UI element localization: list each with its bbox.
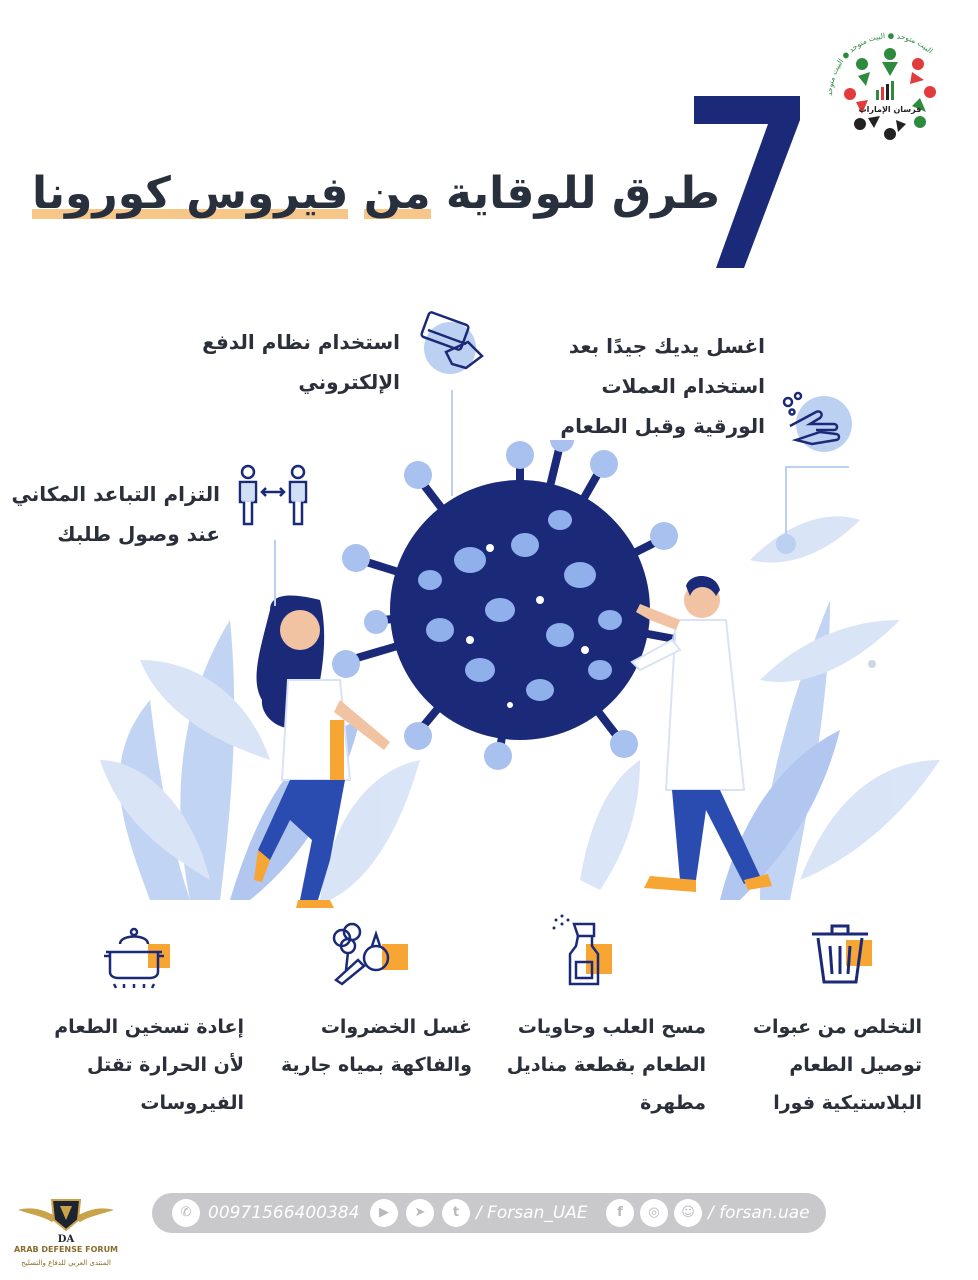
title-part-1: طرق للوقاية [445, 168, 720, 219]
title-part-3: فيروس كورونا [32, 168, 349, 219]
youtube-icon[interactable]: ▶ [370, 1199, 398, 1227]
tip-wipe-containers [470, 1008, 706, 1122]
forum-name: ARAB DEFENSE FORUM [13, 1245, 119, 1254]
handle-forsan-dot-uae[interactable]: / forsan.uae [708, 1203, 810, 1223]
tip-line: الورقية وقبل الطعام [560, 414, 765, 438]
tip-line: الفيروسات [140, 1092, 244, 1114]
tip-line: توصيل الطعام [789, 1054, 922, 1076]
connector-dot [776, 534, 796, 554]
tip-social-distance [11, 474, 220, 554]
virus-illustration [332, 440, 700, 770]
tip-line: غسل الخضروات [320, 1016, 472, 1038]
forum-arabic-name: المنتدى العربي للدفاع والتسليح [21, 1259, 111, 1267]
tip-wash-produce [256, 1008, 472, 1084]
tip-line: استخدام العملات [601, 374, 765, 398]
hand-wash-icon [776, 388, 856, 454]
tip-line: الطعام بقطعة مناديل [506, 1054, 706, 1076]
spray-bottle-icon [548, 910, 620, 990]
whatsapp-icon[interactable]: ✆ [172, 1199, 200, 1227]
logo-ring-text: البيت متوحد ● البيت متوحد ● البيت متوحد [824, 30, 935, 97]
twitter-icon[interactable]: t [442, 1199, 470, 1227]
social-distance-icon [234, 462, 314, 530]
connector-line [785, 466, 787, 542]
trash-bin-icon [806, 920, 878, 988]
facebook-icon[interactable]: f [606, 1199, 634, 1227]
vegetables-icon [328, 920, 412, 988]
forsan-logo [822, 28, 958, 164]
tip-wash-hands [540, 326, 765, 446]
tip-line: اغسل يديك جيدًا بعد [568, 334, 765, 358]
instagram-icon[interactable]: ◎ [640, 1199, 668, 1227]
forum-mark: DA [57, 1234, 75, 1244]
tip-line: لأن الحرارة تقتل [87, 1054, 244, 1076]
phone-number[interactable]: 00971566400384 [208, 1203, 360, 1223]
tip-line: مطهرة [640, 1092, 706, 1114]
tip-line: إعادة تسخين الطعام [54, 1016, 244, 1038]
tip-line: والفاكهة بمياه جارية [280, 1054, 472, 1076]
connector-line [274, 540, 276, 606]
arab-defense-forum-logo [12, 1194, 120, 1244]
connector-line [451, 390, 453, 496]
cooking-pot-icon [100, 922, 176, 990]
tip-line: استخدام نظام الدفع [202, 330, 400, 354]
snapchat-icon[interactable]: ☺ [674, 1199, 702, 1227]
telegram-icon[interactable]: ➤ [406, 1199, 434, 1227]
page-title [32, 168, 720, 219]
tip-electronic-payment [190, 322, 400, 402]
connector-line [785, 466, 849, 468]
tip-dispose-packaging [700, 1008, 922, 1122]
tip-reheat-food [30, 1008, 244, 1122]
card-payment-icon [412, 308, 488, 376]
tip-line: الإلكتروني [298, 370, 400, 394]
tip-line: التخلص من عبوات [752, 1016, 922, 1038]
handle-forsan-uae[interactable]: / Forsan_UAE [476, 1203, 588, 1223]
tip-line: التزام التباعد المكاني [11, 482, 220, 506]
title-part-2: من [363, 168, 431, 219]
tip-line: مسح العلب وحاويات [517, 1016, 706, 1038]
tip-line: البلاستيكية فورا [773, 1092, 922, 1114]
logo-name: فرسان الإمارات [858, 105, 922, 114]
tip-line: عند وصول طلبك [57, 522, 220, 546]
